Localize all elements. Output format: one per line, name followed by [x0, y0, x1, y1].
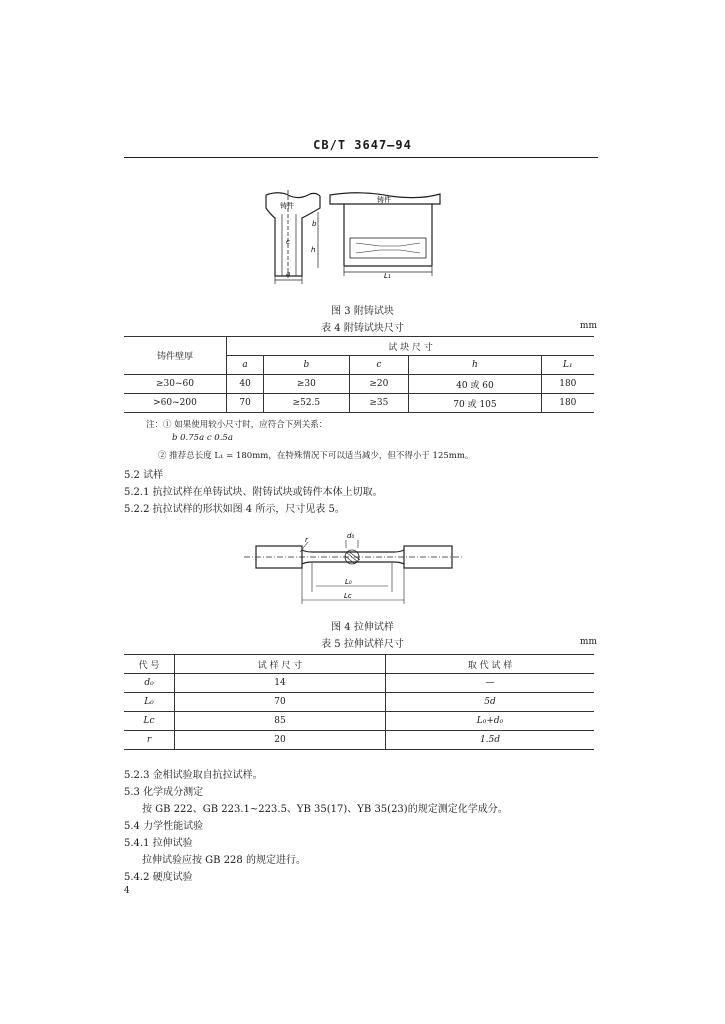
- t4-header-thickness: 铸件壁厚: [124, 337, 227, 375]
- table-5-title: 表 5 拉伸试样尺寸: [321, 639, 404, 650]
- t5-cell: 70: [175, 693, 386, 712]
- t4-cell: 70 或 105: [409, 394, 541, 413]
- section-5-4-2: 5.4.2 硬度试验: [124, 872, 193, 883]
- section-5-2-2: 5.2.2 抗拉试样的形状如图 4 所示，尺寸见表 5。: [124, 504, 345, 515]
- fig4-label-d0: d₀: [347, 532, 355, 540]
- table-4-note-1: 注：① 如果使用较小尺寸时，应符合下列关系：: [146, 420, 328, 430]
- table-4-title: 表 4 附铸试块尺寸: [321, 323, 404, 334]
- t5-header: 取 代 试 样: [386, 655, 595, 674]
- fig3-label-a: a: [286, 270, 291, 278]
- t4-cell: 180: [541, 375, 594, 394]
- section-5-2: 5.2 试样: [124, 470, 164, 481]
- section-5-3-body: 按 GB 222、GB 223.1~223.5、YB 35(17)、YB 35(23)的规定测定化学成分。: [142, 804, 508, 815]
- section-5-4: 5.4 力学性能试验: [124, 821, 204, 832]
- fig3-label-h: h: [311, 246, 316, 254]
- fig3-label-L1: L₁: [384, 272, 391, 280]
- section-5-3: 5.3 化学成分测定: [124, 787, 204, 798]
- t5-code-cell: L₀: [124, 693, 175, 712]
- table-row: [124, 693, 594, 712]
- fig3-label-c: c: [286, 238, 290, 246]
- t4-sub-header: c: [349, 356, 409, 375]
- t5-cell: 1.5d: [386, 731, 595, 750]
- t4-sub-header: L₁: [541, 356, 594, 375]
- t4-cell: ≥30: [264, 375, 349, 394]
- t4-cell: 180: [541, 394, 594, 413]
- fig3-casting-label-right: 铸件: [377, 196, 391, 204]
- section-5-4-1-body: 拉伸试验应按 GB 228 的规定进行。: [142, 855, 306, 866]
- t5-cell: 20: [175, 731, 386, 750]
- t4-cell: ≥52.5: [264, 394, 349, 413]
- standard-code-header: CB/T 3647—94: [313, 138, 412, 152]
- t5-cell: L₀+d₀: [386, 712, 595, 731]
- t4-cell: 70: [227, 394, 264, 413]
- t5-code-cell: d₀: [124, 674, 175, 693]
- section-5-2-1: 5.2.1 抗拉试样在单铸试块、附铸试块或铸件本体上切取。: [124, 487, 383, 498]
- t4-thickness-cell: >60~200: [124, 394, 227, 413]
- t4-sub-header: b: [264, 356, 349, 375]
- section-5-4-1: 5.4.1 拉伸试验: [124, 838, 193, 849]
- t5-cell: 14: [175, 674, 386, 693]
- t5-cell: —: [386, 674, 595, 693]
- page-number: 4: [124, 886, 130, 896]
- t5-code-cell: Lc: [124, 712, 175, 731]
- t5-header: 代 号: [124, 655, 175, 674]
- t4-cell: 40 或 60: [409, 375, 541, 394]
- fig3-label-b: b: [312, 220, 317, 228]
- table-4-note-2: ② 推荐总长度 L₁ = 180mm，在特殊情况下可以适当减少，但不得小于 125mm。: [158, 451, 474, 461]
- t5-cell: 5d: [386, 693, 595, 712]
- fig4-label-L0: L₀: [345, 578, 352, 586]
- t5-cell: 85: [175, 712, 386, 731]
- table-4-unit: mm: [579, 321, 597, 331]
- section-5-2-3: 5.2.3 金相试验取自抗拉试样。: [124, 770, 263, 781]
- t5-code-cell: r: [124, 731, 175, 750]
- t4-sub-header: a: [227, 356, 264, 375]
- figure-3-caption: 图 3 附铸试块: [331, 306, 394, 317]
- t4-cell: ≥35: [349, 394, 409, 413]
- table-row: [124, 674, 594, 693]
- t4-thickness-cell: ≥30~60: [124, 375, 227, 394]
- figure-4-caption: 图 4 拉伸试样: [331, 622, 394, 633]
- table-5: [124, 654, 594, 750]
- fig4-label-Lc: Lc: [344, 592, 352, 600]
- t4-header-group: 试 块 尺 寸: [227, 337, 595, 356]
- t5-header: 试 样 尺 寸: [175, 655, 386, 674]
- fig4-label-r: r: [305, 536, 308, 544]
- t4-sub-header: h: [409, 356, 541, 375]
- t4-cell: 40: [227, 375, 264, 394]
- table-row: [124, 712, 594, 731]
- table-5-unit: mm: [579, 637, 597, 647]
- t4-cell: ≥20: [349, 375, 409, 394]
- fig3-casting-label-left: 铸件: [280, 202, 294, 210]
- table-row: [124, 731, 594, 750]
- table-4-note-1-formula: b 0.75a c 0.5a: [172, 433, 233, 443]
